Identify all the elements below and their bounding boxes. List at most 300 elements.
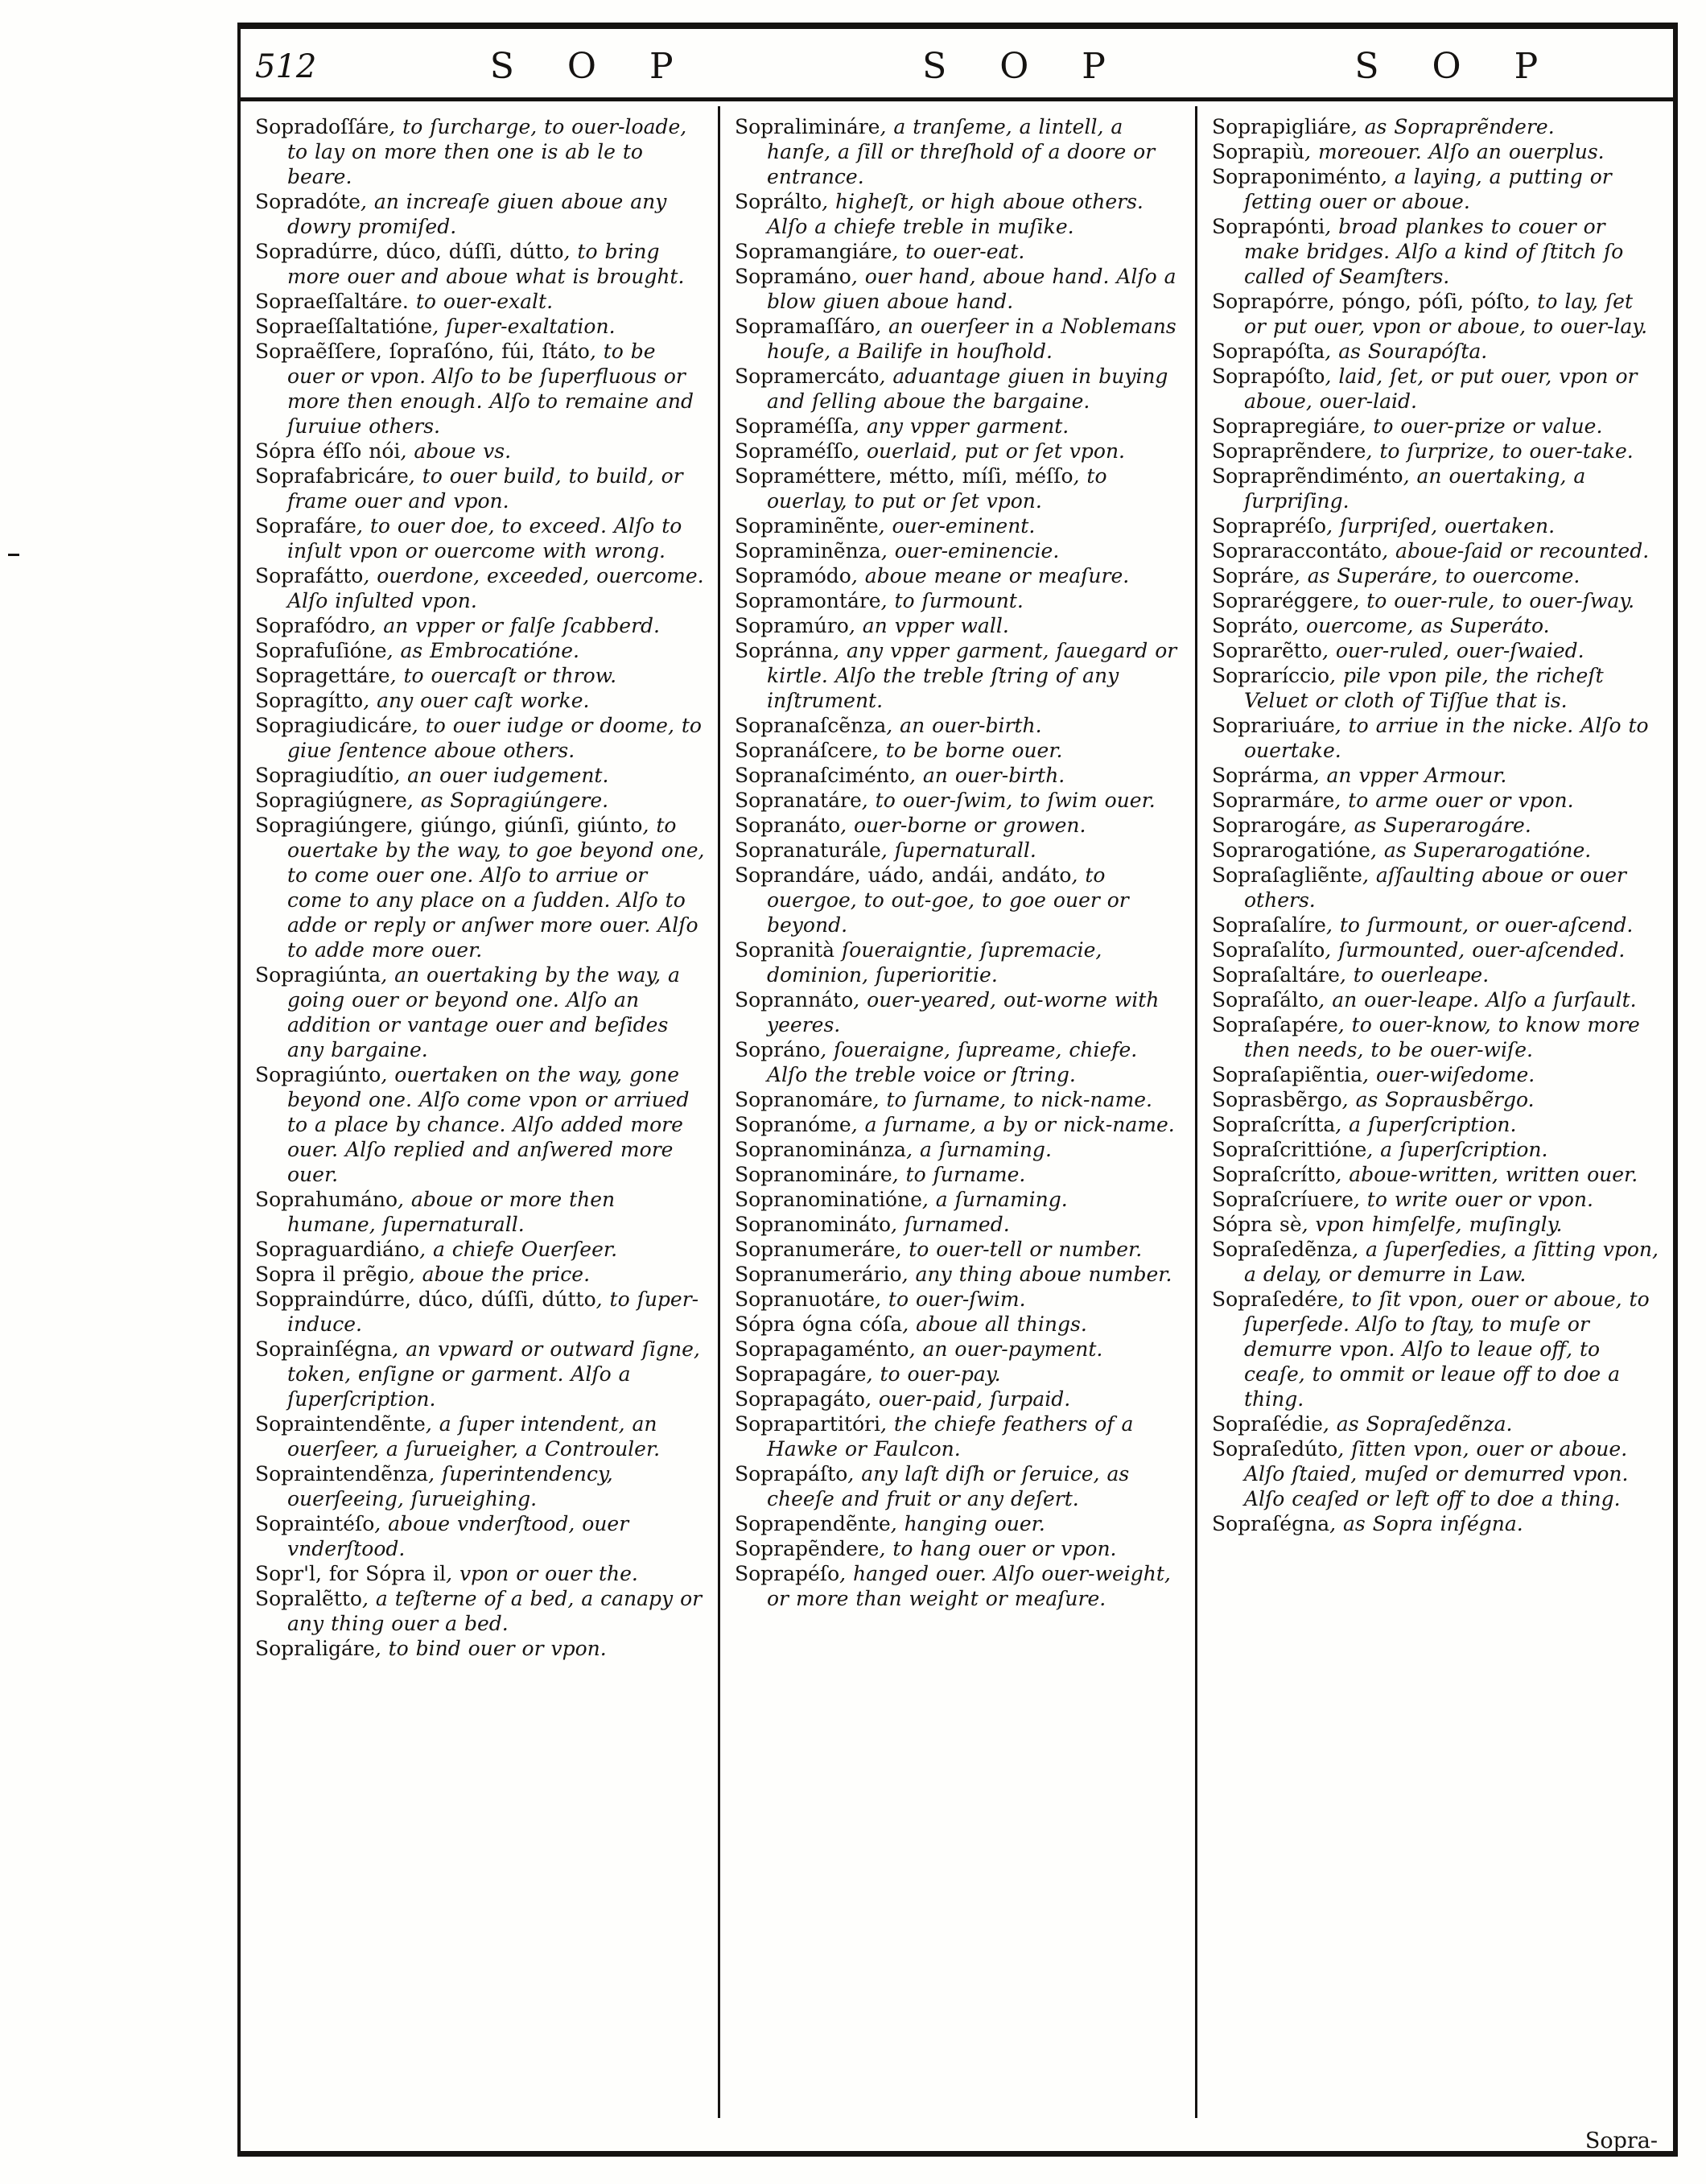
entry-gloss: , as Sopra inſégna. — [1329, 1512, 1523, 1535]
entry-headword: Sopranità — [735, 938, 835, 962]
dictionary-entry — [255, 1237, 707, 1262]
entry-gloss: , any vpper garment, ſauegard or kirtle. Alſo the treble ſtring of any inſtrument. — [767, 639, 1177, 712]
entry-gloss: , as Embrocatióne. — [386, 639, 579, 662]
dictionary-entry — [1212, 289, 1661, 339]
dictionary-entry — [735, 1287, 1184, 1312]
dictionary-entry — [1212, 838, 1661, 863]
entry-headword: Sopranumerário — [735, 1263, 902, 1286]
entry-headword: Soprapartitóri — [735, 1412, 880, 1436]
entry-gloss: , an ouer-payment. — [909, 1337, 1103, 1361]
entry-headword: Sopranominatióne — [735, 1188, 922, 1211]
dictionary-entry — [1212, 538, 1661, 563]
entry-headword: Sopramontáre — [735, 589, 881, 612]
entry-headword: Sopragiudítio — [255, 764, 394, 787]
dictionary-entry — [735, 414, 1184, 439]
entry-headword: Sopradóte — [255, 190, 361, 213]
dictionary-entry — [1212, 788, 1661, 813]
entry-gloss: , aboue vnderſtood, ouer vnderſtood. — [287, 1512, 629, 1560]
entry-headword: Sopraſalíto — [1212, 938, 1325, 962]
entry-headword: Sopranomináre — [735, 1163, 892, 1186]
running-title-1: S O P — [489, 46, 694, 87]
entry-headword: Sopranomináto — [735, 1213, 891, 1236]
entry-headword: Sopranáto — [735, 814, 841, 837]
entry-headword: Soprárma — [1212, 764, 1313, 787]
entry-headword: Soprapagáto — [735, 1387, 865, 1411]
entry-gloss: , to ſurmount, or ouer-aſcend. — [1325, 913, 1634, 937]
entry-headword: Soprapóſta — [1212, 340, 1325, 363]
entry-headword: Sopra il prẽgio — [255, 1263, 409, 1286]
entry-gloss: , to ouer-know, to know more then needs, to be ouer-wiſe. — [1244, 1013, 1640, 1061]
dictionary-entry — [1212, 1411, 1661, 1436]
entry-gloss: , aboue-written, written ouer. — [1335, 1163, 1638, 1186]
entry-headword: Sopraprẽndiménto — [1212, 464, 1403, 488]
entry-headword: Sopraẽſſere, ſopraſóno, fúi, ſtáto — [255, 340, 590, 363]
entry-gloss: , as Superarogáre. — [1340, 814, 1531, 837]
entry-gloss: , to write ouer or vpon. — [1353, 1188, 1593, 1211]
entry-gloss: to ouer-exalt. — [408, 290, 554, 313]
entry-gloss: , to ſurcharge, to ouer-loade, to lay on more then one is ab le to beare. — [287, 115, 687, 188]
entry-gloss: , a laying, a putting or ſetting ouer or aboue. — [1244, 165, 1612, 213]
scan-stray-mark — [8, 554, 19, 556]
dictionary-entry — [1212, 1436, 1661, 1511]
dictionary-entry — [735, 538, 1184, 563]
entry-gloss: , ouer-wiſedome. — [1362, 1063, 1535, 1086]
dictionary-entry — [735, 364, 1184, 414]
entry-gloss: , ſurmounted, ouer-aſcended. — [1325, 938, 1626, 962]
entry-gloss: , ouertaken on the way, gone beyond one. Alſo come vpon or arriued to a place by chance. Alſo added more ouer. Alſo replied and anſwered more ouer. — [287, 1063, 690, 1186]
entry-gloss: , to bring more ouer and aboue what is brought. — [287, 240, 685, 288]
dictionary-entry — [735, 239, 1184, 264]
entry-headword: Soprapẽndere — [735, 1537, 880, 1560]
entry-gloss: , aboue vs. — [400, 439, 512, 463]
dictionary-entry — [1212, 1012, 1661, 1062]
dictionary-entry — [1212, 763, 1661, 788]
dictionary-entry — [735, 588, 1184, 613]
dictionary-entry — [1212, 1137, 1661, 1162]
dictionary-entry — [735, 189, 1184, 239]
entry-gloss: , aſſaulting aboue or ouer others. — [1244, 863, 1626, 912]
dictionary-entry — [255, 763, 707, 788]
entry-gloss: , pile vpon pile, the richeſt Veluet or cloth of Tiſſue that is. — [1244, 664, 1604, 712]
dictionary-entry — [1212, 464, 1661, 513]
running-title-2: S O P — [922, 46, 1127, 87]
entry-headword: Sopraſcríuere — [1212, 1188, 1354, 1211]
entry-gloss: , an vpper or falſe ſcabberd. — [369, 614, 660, 637]
entry-headword: Soprarmáre — [1212, 789, 1335, 812]
entry-gloss: , to ſit vpon, ouer or aboue, to ſuperſede. Alſo to ſtay, to muſe or demurre vpon. Alſo to leaue off, to ceaſe, to ommit or leaue off to doe a thing. — [1244, 1288, 1650, 1411]
dictionary-entry — [255, 239, 707, 289]
entry-gloss: , to be ouer or vpon. Alſo to be ſuperfluous or more then enough. Alſo to remaine and ſuruiue others. — [287, 340, 694, 438]
column-1 — [241, 106, 718, 2118]
dictionary-entry — [735, 1162, 1184, 1187]
entry-headword: Sopraſapiẽntia — [1212, 1063, 1363, 1086]
dictionary-entry — [1212, 439, 1661, 464]
entry-headword: Sopraſedẽnza — [1212, 1238, 1353, 1261]
dictionary-entry — [735, 1536, 1184, 1561]
dictionary-entry — [735, 1561, 1184, 1611]
dictionary-entry — [255, 314, 707, 339]
dictionary-entry — [1212, 114, 1661, 139]
entry-gloss: , to ouerleape. — [1339, 963, 1490, 987]
entry-gloss: , ſupernaturall. — [880, 839, 1036, 862]
entry-gloss: , ouer-paid, ſurpaid. — [864, 1387, 1071, 1411]
dictionary-entry — [255, 1337, 707, 1411]
entry-headword: Sopraminẽnza — [735, 539, 881, 562]
entry-headword: Sopraſapére — [1212, 1013, 1338, 1036]
dictionary-entry — [735, 788, 1184, 813]
entry-headword: Sopranuotáre — [735, 1288, 875, 1311]
entry-headword: Sopraſagliẽnte — [1212, 863, 1362, 887]
entry-gloss: , ouer-yeared, out-worne with yeeres. — [767, 988, 1160, 1036]
entry-gloss: , aduantage giuen in buying and ſelling aboue the bargaine. — [767, 365, 1168, 413]
entry-headword: Sopramáno — [735, 265, 851, 288]
dictionary-entry — [735, 1212, 1184, 1237]
entry-headword: Sopranatáre — [735, 789, 862, 812]
page-header — [241, 35, 1673, 101]
dictionary-entry — [735, 1461, 1184, 1511]
entry-gloss: , a chiefe Ouerſeer. — [419, 1238, 618, 1261]
dictionary-entry — [255, 563, 707, 613]
running-title-3: S O P — [1354, 46, 1560, 87]
entry-headword: Sopráto — [1212, 614, 1293, 637]
entry-gloss: , to ouer-ſwim. — [875, 1288, 1026, 1311]
dictionary-entry — [735, 763, 1184, 788]
entry-headword: Soppraindúrre, dúco, dúſſi, dútto — [255, 1288, 596, 1311]
entry-headword: Sopragítto — [255, 689, 364, 712]
dictionary-entry — [255, 813, 707, 962]
dictionary-entry — [255, 1062, 707, 1187]
catchword: Sopra- — [1584, 2128, 1658, 2153]
entry-gloss: , to ſurname. — [892, 1163, 1026, 1186]
entry-headword: Sopraguardiáno — [255, 1238, 420, 1261]
page-number: 512 — [255, 47, 317, 85]
entry-gloss: , to ouer-eat. — [892, 240, 1025, 263]
entry-gloss: , an ouer-leape. Alſo a ſurſault. — [1318, 988, 1637, 1012]
entry-gloss: , higheſt, or high aboue others. Alſo a chiefe treble in muſike. — [767, 190, 1144, 238]
entry-gloss: , as Superarogatióne. — [1370, 839, 1592, 862]
entry-headword: Sopraméſſa — [735, 414, 853, 438]
entry-gloss: , as Sourapóſta. — [1325, 340, 1488, 363]
entry-headword: Sopráre — [1212, 564, 1294, 587]
entry-headword: Sopraméttere, métto, míſi, méſſo — [735, 464, 1073, 488]
dictionary-entry — [255, 439, 707, 464]
entry-headword: Sopramangiáre — [735, 240, 892, 263]
entry-headword: Sopramaſſáro — [735, 315, 876, 338]
entry-headword: Sopragiúgnere — [255, 789, 407, 812]
entry-gloss: , a ſurnaming. — [906, 1138, 1052, 1161]
dictionary-entry — [735, 439, 1184, 464]
entry-headword: Sopramúro — [735, 614, 849, 637]
entry-gloss: , the chiefe feathers of a Hawke or Faulcon. — [767, 1412, 1134, 1461]
dictionary-entry — [735, 813, 1184, 838]
entry-headword: Sopranaturále — [735, 839, 881, 862]
dictionary-entry — [735, 838, 1184, 863]
entry-gloss: , aboue all things. — [902, 1312, 1087, 1336]
entry-gloss: , a ſuperſcription. — [1366, 1138, 1548, 1161]
entry-gloss: , to ouer doe, to exceed. Alſo to inſult vpon or ouercome with wrong. — [287, 514, 682, 562]
dictionary-entry — [1212, 1237, 1661, 1287]
entry-headword: Sopraſégna — [1212, 1512, 1330, 1535]
entry-headword: Sopralimináre — [735, 115, 880, 138]
entry-gloss: , ouer-borne or growen. — [840, 814, 1086, 837]
entry-gloss: , any ouer caſt worke. — [363, 689, 590, 712]
dictionary-entry — [1212, 1162, 1661, 1187]
dictionary-entry — [255, 1187, 707, 1237]
entry-headword: Soprariuáre — [1212, 714, 1335, 737]
dictionary-entry — [255, 114, 707, 189]
entry-headword: Soprarogáre — [1212, 814, 1341, 837]
dictionary-entry — [735, 1387, 1184, 1411]
dictionary-entry — [255, 613, 707, 638]
entry-headword: Sopramódo — [735, 564, 851, 587]
entry-headword: Sopraminẽnte — [735, 514, 879, 538]
entry-headword: Soprapóſto — [1212, 365, 1325, 388]
dictionary-entry — [735, 114, 1184, 189]
entry-gloss: , as Sopragiúngere. — [406, 789, 609, 812]
dictionary-entry — [1212, 937, 1661, 962]
dictionary-entry — [1212, 1212, 1661, 1237]
entry-gloss: , aboue or more then humane, ſupernaturall. — [287, 1188, 616, 1236]
dictionary-entry — [1212, 164, 1661, 214]
entry-gloss: , to ouer iudge or doome, to giue ſentence aboue others. — [287, 714, 702, 762]
entry-headword: Sopraſcrítto — [1212, 1163, 1336, 1186]
dictionary-entry — [735, 638, 1184, 713]
entry-headword: Sopradúrre, dúco, dúſſi, dútto — [255, 240, 564, 263]
entry-gloss: , ouerdone, exceeded, ouercome. Alſo inſulted vpon. — [287, 564, 704, 612]
entry-gloss: , to ouer-prize or value. — [1359, 414, 1603, 438]
entry-gloss: , as Superáre, to ouercome. — [1293, 564, 1580, 587]
entry-headword: Soprafabricáre — [255, 464, 409, 488]
entry-headword: Soprafuſióne — [255, 639, 387, 662]
dictionary-entry — [255, 663, 707, 688]
dictionary-entry — [735, 987, 1184, 1037]
entry-headword: Sopraponiménto — [1212, 165, 1381, 188]
dictionary-entry — [255, 962, 707, 1062]
dictionary-entry — [255, 464, 707, 513]
entry-headword: Soprafódro — [255, 614, 370, 637]
dictionary-entry — [735, 863, 1184, 937]
entry-headword: Soprapregiáre — [1212, 414, 1360, 438]
entry-gloss: , aboue-ſaid or recounted. — [1382, 539, 1650, 562]
dictionary-entry — [1212, 1187, 1661, 1212]
entry-gloss: , vpon himſelfe, muſingly. — [1301, 1213, 1563, 1236]
entry-headword: Sopradoſſáre — [255, 115, 389, 138]
entry-headword: Sopraréggere — [1212, 589, 1354, 612]
dictionary-entry — [735, 563, 1184, 588]
entry-gloss: , an ouer-birth. — [909, 764, 1065, 787]
dictionary-entry — [735, 1262, 1184, 1287]
dictionary-entry — [1212, 364, 1661, 414]
entry-headword: Sopraſalíre — [1212, 913, 1326, 937]
entry-headword: Sopragettáre — [255, 664, 390, 687]
dictionary-entry — [255, 1561, 707, 1586]
dictionary-entry — [1212, 588, 1661, 613]
entry-headword: Soprafáre — [255, 514, 356, 538]
entry-gloss: , to ouer-tell or number. — [895, 1238, 1143, 1261]
entry-headword: Sopraſédie — [1212, 1412, 1323, 1436]
dictionary-entry — [255, 1461, 707, 1511]
entry-gloss: , to lay, ſet or put ouer, vpon or aboue, to ouer-lay. — [1244, 290, 1648, 338]
entry-headword: Sopraríccio — [1212, 664, 1330, 687]
entry-headword: Sopraprẽndere — [1212, 439, 1366, 463]
entry-gloss: , an ouerſeer in a Noblemans houſe, a Bailife in houſhold. — [767, 315, 1176, 363]
dictionary-entry — [1212, 1511, 1661, 1536]
entry-gloss: , hanging ouer. — [890, 1512, 1045, 1535]
entry-headword: Sopranaſcẽnza — [735, 714, 887, 737]
entry-gloss: , ſurnamed. — [891, 1213, 1010, 1236]
entry-headword: Sopraſedére — [1212, 1288, 1338, 1311]
dictionary-entry — [1212, 987, 1661, 1012]
dictionary-entry — [735, 464, 1184, 513]
dictionary-entry — [735, 1337, 1184, 1362]
entry-headword: Sópra ógna cóſa — [735, 1312, 903, 1336]
entry-gloss: , a ſuper intendent, an ouerſeer, a ſurueigher, a Controuler. — [287, 1412, 661, 1461]
dictionary-entry — [1212, 214, 1661, 289]
dictionary-entry — [735, 1511, 1184, 1536]
entry-gloss: , an ouer-birth. — [886, 714, 1042, 737]
entry-gloss: , ſuper-exaltation. — [432, 315, 616, 338]
dictionary-entry — [255, 289, 707, 314]
dictionary-entry — [1212, 139, 1661, 164]
entry-headword: Sopranomáre — [735, 1088, 873, 1111]
dictionary-entry — [1212, 863, 1661, 913]
entry-headword: Sopranumeráre — [735, 1238, 896, 1261]
entry-gloss: , any vpper garment. — [852, 414, 1069, 438]
entry-headword: Soprainſégna — [255, 1337, 393, 1361]
entry-headword: Soprafátto — [255, 564, 364, 587]
dictionary-entry — [255, 638, 707, 663]
dictionary-entry — [1212, 1287, 1661, 1411]
dictionary-entry — [1212, 1062, 1661, 1087]
entry-gloss: , ouer-ruled, ouer-ſwaied. — [1321, 639, 1584, 662]
entry-gloss: , aboue meane or meaſure. — [851, 564, 1130, 587]
entry-gloss: , laid, ſet, or put ouer, vpon or aboue, ouer-laid. — [1244, 365, 1638, 413]
entry-gloss: , ouer hand, aboue hand. Alſo a blow giuen aboue hand. — [767, 265, 1176, 313]
entry-headword: Sopragiúnta — [255, 963, 381, 987]
entry-headword: Sopránna — [735, 639, 834, 662]
dictionary-entry — [255, 1411, 707, 1461]
dictionary-entry — [1212, 414, 1661, 439]
entry-gloss: , to ouer-ſwim, to ſwim ouer. — [861, 789, 1156, 812]
entry-headword: Sopramercáto — [735, 365, 880, 388]
entry-headword: Sopraſálto — [1212, 988, 1319, 1012]
entry-gloss: , a teſterne of a bed, a canapy or any thing ouer a bed. — [287, 1587, 703, 1635]
entry-headword: Sopraraccontáto — [1212, 539, 1383, 562]
dictionary-entry — [735, 513, 1184, 538]
entry-headword: Soprapiù — [1212, 140, 1305, 163]
entry-headword: Sopraligáre — [255, 1637, 375, 1660]
entry-gloss: , to arriue in the nicke. Alſo to ouertake. — [1244, 714, 1649, 762]
entry-gloss: , ouer-eminent. — [878, 514, 1036, 538]
entry-headword: Sopraeſſaltáre. — [255, 290, 409, 313]
entry-headword: Soprandáre, uádo, andái, andáto — [735, 863, 1072, 887]
entry-gloss: , ſurpriſed, ouertaken. — [1326, 514, 1556, 538]
dictionary-entry — [1212, 713, 1661, 763]
entry-gloss: , to ouer-pay. — [866, 1362, 1001, 1386]
dictionary-entry — [255, 688, 707, 713]
entry-gloss: , moreouer. Alſo an ouerplus. — [1304, 140, 1605, 163]
entry-headword: Sopráno — [735, 1038, 821, 1061]
entry-headword: Sopraintendẽnza — [255, 1462, 429, 1486]
entry-headword: Soprálto — [735, 190, 822, 213]
dictionary-entry — [255, 713, 707, 763]
entry-headword: Sopraſcrittióne — [1212, 1138, 1367, 1161]
entry-headword: Sópra sè — [1212, 1213, 1302, 1236]
entry-gloss: , an ouertaking, a ſurpriſing. — [1244, 464, 1586, 513]
entry-gloss: , to hang ouer or vpon. — [879, 1537, 1117, 1560]
dictionary-entry — [735, 1237, 1184, 1262]
entry-gloss: , any thing aboue number. — [901, 1263, 1172, 1286]
dictionary-entry — [255, 1287, 707, 1337]
entry-gloss: , to ouertake by the way, to goe beyond one, to come ouer one. Alſo to arriue or come to any place on a ſudden. Alſo to adde or reply or anſwer more ouer. Alſo to adde more ouer. — [287, 814, 705, 962]
entry-gloss: , an ouer iudgement. — [394, 764, 609, 787]
entry-gloss: , to ſurmount. — [880, 589, 1024, 612]
dictionary-entry — [735, 1411, 1184, 1461]
entry-headword: Soprapórre, póngo, póſi, póſto — [1212, 290, 1524, 313]
column-3 — [1195, 106, 1672, 2118]
dictionary-entry — [1212, 813, 1661, 838]
dictionary-entry — [1212, 663, 1661, 713]
entry-gloss: , to ouerlay, to put or ſet vpon. — [767, 464, 1107, 513]
dictionary-entry — [255, 1262, 707, 1287]
dictionary-entry — [735, 1312, 1184, 1337]
dictionary-entry — [735, 713, 1184, 738]
dictionary-entry — [255, 788, 707, 813]
entry-gloss: , ſuperintendency, ouerſeeing, ſurueighing. — [287, 1462, 613, 1510]
dictionary-entry — [735, 1037, 1184, 1087]
entry-headword: Soprahumáno — [255, 1188, 398, 1211]
entry-gloss: , as Sopraſedẽnza. — [1322, 1412, 1513, 1436]
entry-gloss: , ouerlaid, put or ſet vpon. — [853, 439, 1126, 463]
entry-headword: Sopraſcrítta — [1212, 1113, 1336, 1136]
entry-gloss: , to ſuper-induce. — [287, 1288, 699, 1336]
dictionary-entry — [1212, 513, 1661, 538]
entry-headword: Sopragiúnto — [255, 1063, 381, 1086]
entry-headword: Soprapigliáre — [1212, 115, 1351, 138]
entry-gloss: , an vpward or outward ſigne, token, enſigne or garment. Alſo a ſuperſcription. — [287, 1337, 700, 1411]
entry-headword: Soprapagaménto — [735, 1337, 909, 1361]
dictionary-entry — [1212, 638, 1661, 663]
entry-gloss: , to ouergoe, to out-goe, to goe ouer or beyond. — [767, 863, 1129, 937]
entry-headword: Sopragiúngere, giúngo, giúnſi, giúnto — [255, 814, 643, 837]
entry-gloss: , a ſuperſcription. — [1335, 1113, 1517, 1136]
dictionary-entry — [735, 613, 1184, 638]
entry-headword: Sopranáſcere — [735, 739, 872, 762]
entry-headword: Soprapáſto — [735, 1462, 848, 1486]
entry-headword: Sopr'l, for Sópra il — [255, 1562, 447, 1585]
entry-headword: Sopralẽtto — [255, 1587, 362, 1610]
entry-gloss: , a ſurnaming. — [921, 1188, 1068, 1211]
entry-headword: Soprannáto — [735, 988, 854, 1012]
entry-gloss: , as Sopraprẽndere. — [1350, 115, 1555, 138]
entry-headword: Soprarogatióne — [1212, 839, 1370, 862]
entry-headword: Soprapendẽnte — [735, 1512, 891, 1535]
entry-gloss: , an vpper Armour. — [1312, 764, 1507, 787]
dictionary-entry — [735, 1137, 1184, 1162]
entry-headword: Sópra éſſo nói — [255, 439, 401, 463]
entry-gloss: , hanged ouer. Alſo ouer-weight, or more than weight or meaſure. — [767, 1562, 1171, 1610]
dictionary-entry — [255, 1586, 707, 1636]
entry-gloss: , to be borne ouer. — [872, 739, 1063, 762]
entry-gloss: , as Soprausbẽrgo. — [1341, 1088, 1535, 1111]
entry-headword: Soprapagáre — [735, 1362, 867, 1386]
entry-headword: Soprarẽtto — [1212, 639, 1322, 662]
entry-gloss: , to ouer-rule, to ouer-ſway. — [1353, 589, 1635, 612]
dictionary-entry — [735, 264, 1184, 314]
entry-gloss: , an vpper wall. — [848, 614, 1009, 637]
entry-headword: Sopranaſciménto — [735, 764, 909, 787]
dictionary-entry — [1212, 339, 1661, 364]
